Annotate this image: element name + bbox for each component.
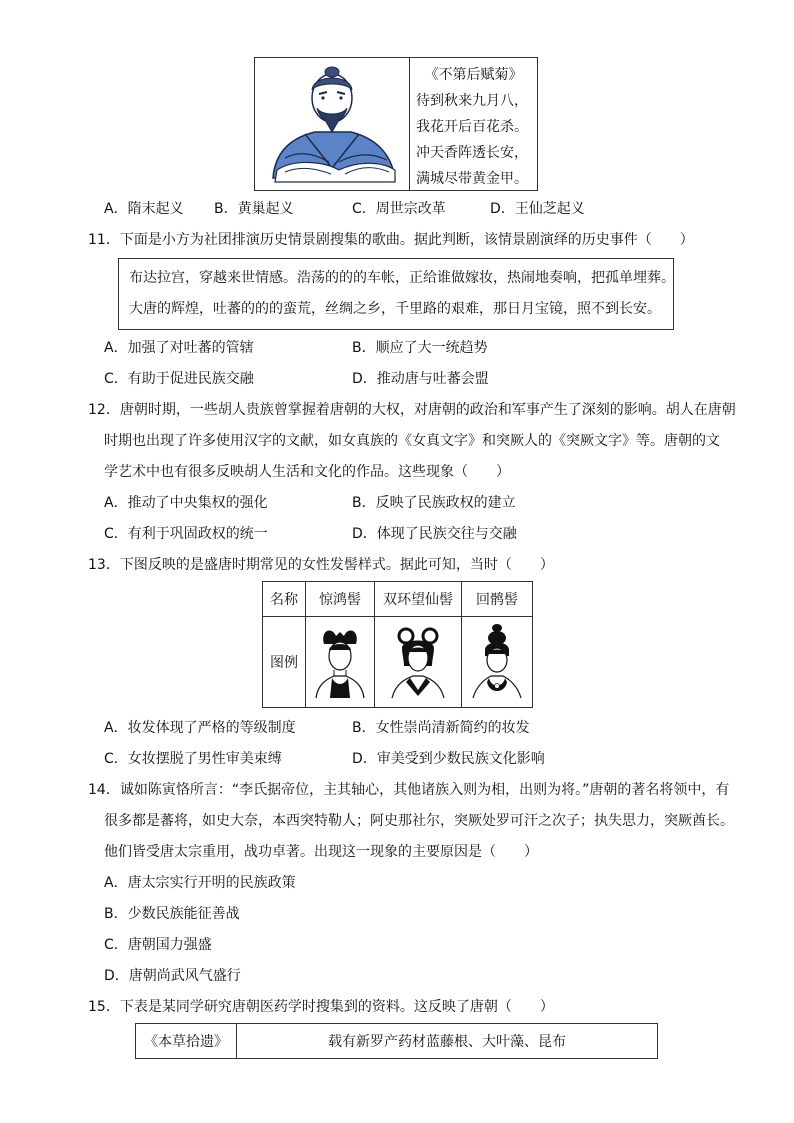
hairstyle-table bbox=[262, 581, 533, 708]
poem-line: 待到秋来九月八， bbox=[416, 93, 528, 109]
table-row-label: 图例 bbox=[263, 617, 306, 708]
poem-line: 满城尽带黄金甲。 bbox=[416, 171, 528, 187]
q12-stem-line: 时期也出现了许多使用汉字的文献，如女真族的《女真文字》和突厥人的《突厥文字》等。唐朝的文 bbox=[104, 433, 720, 449]
q10-option-a[interactable]: A．隋末起义 bbox=[104, 201, 184, 217]
poem-line: 我花开后百花杀。 bbox=[416, 119, 528, 135]
q11-option-c[interactable]: C．有助于促进民族交融 bbox=[104, 371, 254, 387]
q11-option-a[interactable]: A．加强了对吐蕃的管辖 bbox=[104, 340, 254, 356]
q13-option-b[interactable]: B．女性崇尚清新简约的妆发 bbox=[352, 720, 530, 736]
q12-option-d[interactable]: D．体现了民族交往与交融 bbox=[352, 526, 517, 542]
lyrics-line: 布达拉宫，穿越来世情感。浩荡的的的车帐，正给谁做嫁妆，热闹地奏响，把孤单埋葬。 bbox=[129, 270, 675, 286]
q11-option-b[interactable]: B．顺应了大一统趋势 bbox=[352, 340, 488, 356]
q14-option-a[interactable]: A．唐太宗实行开明的民族政策 bbox=[104, 875, 296, 891]
q14-option-b[interactable]: B．少数民族能征善战 bbox=[104, 906, 240, 922]
hairstyle-illustration bbox=[462, 617, 533, 708]
q13-stem: 13．下图反映的是盛唐时期常见的女性发髻样式。据此可知，当时（ ） bbox=[88, 557, 554, 573]
q11-stem: 11．下面是小方为社团排演历史情景剧搜集的歌曲。据此判断，该情景剧演绎的历史事件（ ） bbox=[88, 232, 694, 248]
herb-book-cell: 《本草拾遗》 bbox=[136, 1024, 237, 1059]
q10-option-b[interactable]: B．黄巢起义 bbox=[214, 201, 294, 217]
q14-stem-line: 很多都是蕃将，如史大奈，本西突特勒人；阿史那社尔，突厥处罗可汗之次子；执失思力，突厥酋长。 bbox=[104, 813, 734, 829]
q12-stem-line: 12．唐朝时期，一些胡人贵族曾掌握着唐朝的大权，对唐朝的政治和军事产生了深刻的影响。胡人在唐朝 bbox=[88, 402, 736, 418]
q13-option-c[interactable]: C．女妆摆脱了男性审美束缚 bbox=[104, 751, 282, 767]
q14-option-d[interactable]: D．唐朝尚武风气盛行 bbox=[104, 968, 241, 984]
q13-option-a[interactable]: A．妆发体现了严格的等级制度 bbox=[104, 720, 296, 736]
q12-option-b[interactable]: B．反映了民族政权的建立 bbox=[352, 495, 516, 511]
poem-text bbox=[410, 62, 537, 192]
q14-stem-line: 他们皆受唐太宗重用，战功卓著。出现这一现象的主要原因是（ ） bbox=[104, 844, 538, 860]
hairstyle-name: 惊鸿髻 bbox=[306, 582, 375, 617]
poem-figure bbox=[254, 57, 538, 191]
q12-option-c[interactable]: C．有利于巩固政权的统一 bbox=[104, 526, 268, 542]
hairstyle-illustration bbox=[306, 617, 375, 708]
q15-stem: 15．下表是某同学研究唐朝医药学时搜集到的资料。这反映了唐朝（ ） bbox=[88, 999, 554, 1015]
q11-option-d[interactable]: D．推动唐与吐蕃会盟 bbox=[352, 371, 489, 387]
q10-option-c[interactable]: C．周世宗改革 bbox=[352, 201, 446, 217]
q12-option-a[interactable]: A．推动了中央集权的强化 bbox=[104, 495, 268, 511]
q13-option-d[interactable]: D．审美受到少数民族文化影响 bbox=[352, 751, 545, 767]
herb-content-cell: 载有新罗产药材蓝藤根、大叶藻、昆布 bbox=[237, 1024, 658, 1059]
q10-option-d[interactable]: D．王仙芝起义 bbox=[490, 201, 585, 217]
herb-table bbox=[135, 1023, 658, 1059]
hairstyle-illustration bbox=[375, 617, 462, 708]
q14-stem-line: 14．诚如陈寅恪所言：“李氏据帝位，主其轴心，其他诸族入则为相，出则为将。”唐朝的著名将领中，有 bbox=[88, 782, 730, 798]
q12-stem-line: 学艺术中也有很多反映胡人生活和文化的作品。这些现象（ ） bbox=[104, 464, 510, 480]
poet-portrait-image bbox=[255, 58, 410, 190]
hairstyle-name: 双环望仙髻 bbox=[375, 582, 462, 617]
lyrics-box bbox=[118, 258, 674, 330]
lyrics-line: 大唐的辉煌，吐蕃的的的蛮荒，丝绸之乡，千里路的艰难，那日月宝镜，照不到长安。 bbox=[129, 301, 661, 317]
poem-title: 《不第后赋菊》 bbox=[424, 67, 523, 83]
hairstyle-name: 回鹘髻 bbox=[462, 582, 533, 617]
poem-line: 冲天香阵透长安， bbox=[416, 145, 528, 161]
q14-option-c[interactable]: C．唐朝国力强盛 bbox=[104, 937, 212, 953]
table-header-label: 名称 bbox=[263, 582, 306, 617]
